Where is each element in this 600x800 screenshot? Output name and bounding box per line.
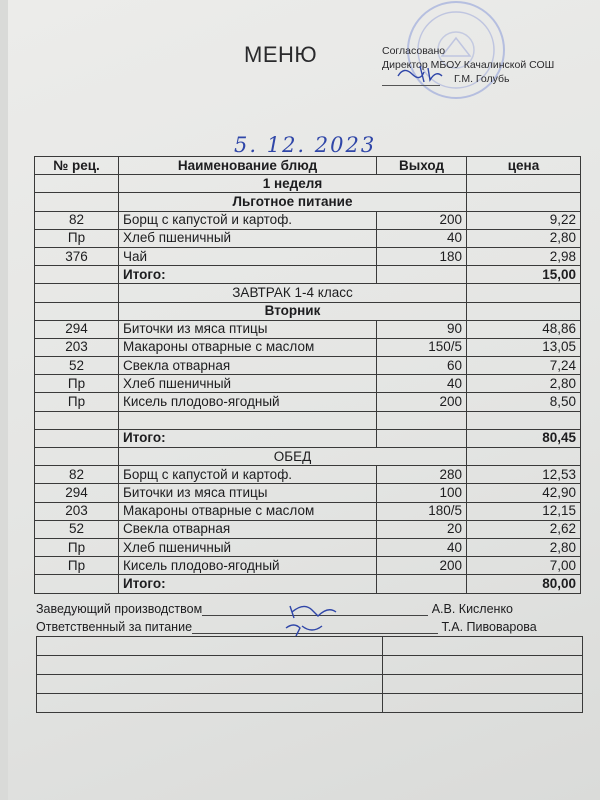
table-cell [377,411,467,429]
table-cell [35,284,119,302]
price: 2,80 [467,538,581,556]
portion: 100 [377,484,467,502]
price: 42,90 [467,484,581,502]
price: 2,98 [467,247,581,265]
table-cell [35,429,119,447]
director-name: Г.М. Голубь [454,73,510,85]
week-label: 1 неделя [119,175,467,193]
recipe-number: Пр [35,375,119,393]
dish-name: Хлеб пшеничный [119,229,377,247]
portion: 280 [377,466,467,484]
portion: 200 [377,393,467,411]
column-header-dish-name: Наименование блюд [119,157,377,175]
table-cell [35,448,119,466]
approval-position: Директор МБОУ Качалинской СОШ [382,59,555,71]
table-cell [35,411,119,429]
blank-row [37,694,583,713]
production-head-label: Заведующий производством [36,602,203,616]
week-row [35,175,581,193]
production-head-name: А.В. Кисленко [431,602,514,616]
portion: 40 [377,538,467,556]
table-cell [467,448,581,466]
total-value: 15,00 [467,266,581,284]
table-cell [467,411,581,429]
total-row [35,429,581,447]
total-label: Итого: [119,429,377,447]
dish-name: Макароны отварные с маслом [119,338,377,356]
table-cell [35,302,119,320]
price: 9,22 [467,211,581,229]
dish-row [35,538,581,556]
portion: 40 [377,229,467,247]
dish-name: Борщ с капустой и картоф. [119,211,377,229]
recipe-number: 82 [35,211,119,229]
price: 2,80 [467,375,581,393]
director-signature-line [382,75,440,86]
recipe-number: 203 [35,502,119,520]
dish-name: Свекла отварная [119,357,377,375]
breakfast-title: ЗАВТРАК 1-4 класс [119,284,467,302]
recipe-number: 294 [35,320,119,338]
total-label: Итого: [119,575,377,593]
total-label: Итого: [119,266,377,284]
table-cell [467,302,581,320]
dish-row [35,375,581,393]
responsible-line [36,620,537,634]
dish-name: Хлеб пшеничный [119,375,377,393]
dish-name: Биточки из мяса птицы [119,484,377,502]
price: 2,62 [467,520,581,538]
table-cell [377,266,467,284]
dish-row [35,229,581,247]
portion: 90 [377,320,467,338]
dish-row [35,557,581,575]
page-title: МЕНЮ [244,42,318,67]
dish-name: Биточки из мяса птицы [119,320,377,338]
recipe-number: Пр [35,229,119,247]
recipe-number: Пр [35,538,119,556]
approval-label: Согласовано [382,45,446,57]
recipe-number: 294 [35,484,119,502]
menu-date: 5. 12. 2023 [234,133,377,157]
responsible-name: Т.А. Пивоварова [441,620,537,634]
price: 12,53 [467,466,581,484]
price: 2,80 [467,229,581,247]
dish-row [35,320,581,338]
price: 8,50 [467,393,581,411]
price: 13,05 [467,338,581,356]
section-row [35,284,581,302]
responsible-signature-line [192,621,438,634]
portion: 20 [377,520,467,538]
section-row [35,448,581,466]
total-row [35,266,581,284]
dish-name: Хлеб пшеничный [119,538,377,556]
dish-row [35,466,581,484]
table-cell [35,266,119,284]
portion: 60 [377,357,467,375]
section-row [35,193,581,211]
price: 7,24 [467,357,581,375]
recipe-number: 376 [35,247,119,265]
price: 12,15 [467,502,581,520]
blank-grid [36,636,583,713]
price: 7,00 [467,557,581,575]
recipe-number: Пр [35,557,119,575]
table-cell [119,411,377,429]
dish-row [35,520,581,538]
dish-row [35,484,581,502]
production-head-line [36,602,513,616]
recipe-number: 52 [35,357,119,375]
day-label: Вторник [119,302,467,320]
dish-name: Чай [119,247,377,265]
empty-row [35,411,581,429]
section-row [35,302,581,320]
table-header-row [35,157,581,175]
dish-row [35,338,581,356]
menu-table [34,156,581,594]
recipe-number: Пр [35,393,119,411]
column-header-price: цена [467,157,581,175]
production-head-signature-line [202,603,428,616]
recipe-number: 82 [35,466,119,484]
table-cell [377,575,467,593]
dish-row [35,211,581,229]
portion: 200 [377,211,467,229]
portion: 200 [377,557,467,575]
dish-row [35,393,581,411]
column-header-portion: Выход [377,157,467,175]
section-preferential-label: Льготное питание [119,193,467,211]
blank-row [37,656,583,675]
table-cell [35,575,119,593]
dish-name: Свекла отварная [119,520,377,538]
portion: 180/5 [377,502,467,520]
portion: 150/5 [377,338,467,356]
table-cell [377,429,467,447]
total-value: 80,00 [467,575,581,593]
approval-block [382,44,554,86]
table-cell [467,284,581,302]
dish-row [35,502,581,520]
total-row [35,575,581,593]
dish-name: Кисель плодово-ягодный [119,393,377,411]
lunch-title: ОБЕД [119,448,467,466]
total-value: 80,45 [467,429,581,447]
portion: 40 [377,375,467,393]
dish-name: Борщ с капустой и картоф. [119,466,377,484]
portion: 180 [377,247,467,265]
responsible-label: Ответственный за питание [36,620,193,634]
recipe-number: 203 [35,338,119,356]
blank-row [37,637,583,656]
dish-row [35,357,581,375]
price: 48,86 [467,320,581,338]
dish-name: Макароны отварные с маслом [119,502,377,520]
dish-name: Кисель плодово-ягодный [119,557,377,575]
recipe-number: 52 [35,520,119,538]
blank-row [37,675,583,694]
column-header-recipe-number: № рец. [35,157,119,175]
dish-row [35,247,581,265]
